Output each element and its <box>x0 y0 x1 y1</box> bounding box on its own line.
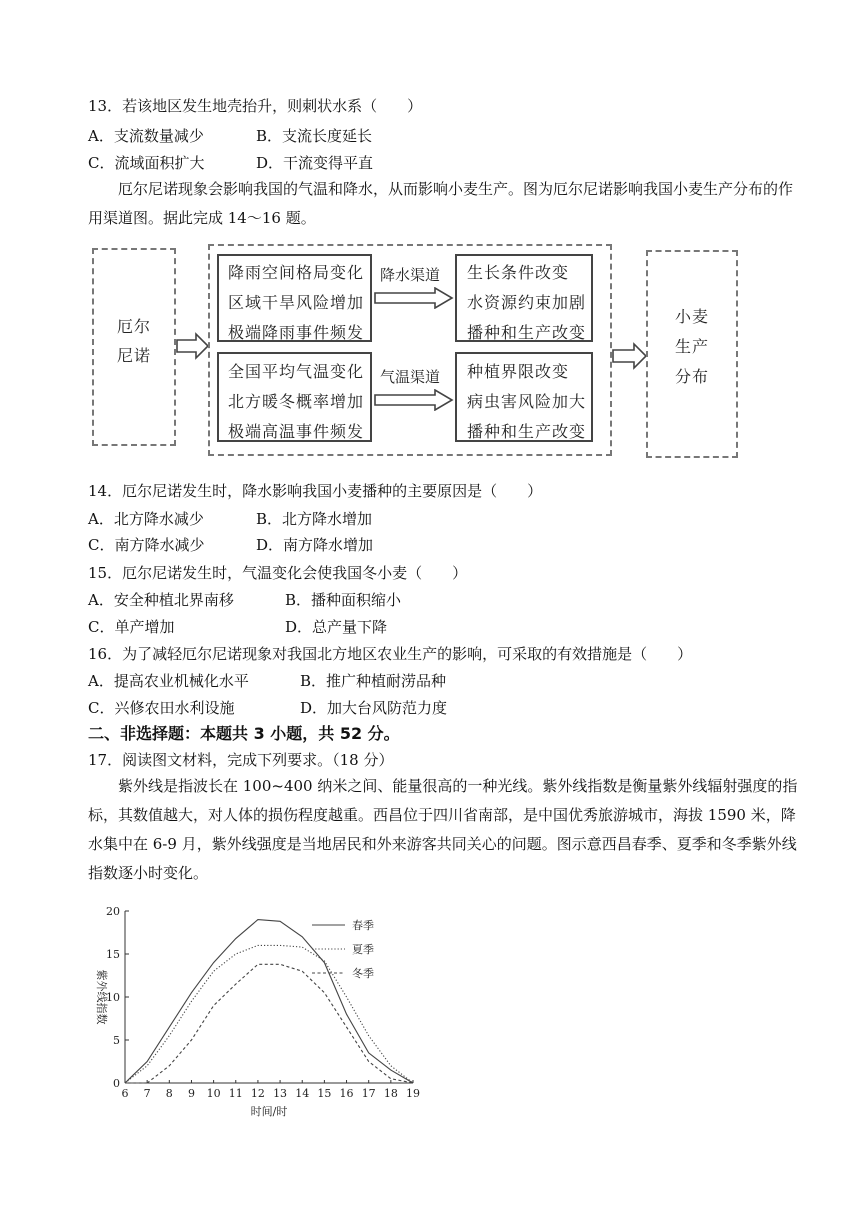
x-tick-label: 12 <box>250 1087 265 1100</box>
q17-stem: 17．阅读图文材料，完成下列要求。（18 分） <box>88 751 394 769</box>
section-heading: 二、非选择题：本题共 3 小题，共 52 分。 <box>88 724 400 743</box>
q16-option-b: B．推广种植耐涝品种 <box>300 672 447 690</box>
el-nino-box <box>92 248 176 446</box>
arrow-to-wheat-icon <box>612 342 648 370</box>
precip-channel-label: 降水渠道 <box>380 266 441 284</box>
q15-option-d: D．总产量下降 <box>285 618 388 636</box>
q13-option-b: B．支流长度延长 <box>256 127 373 145</box>
y-axis-label: 紫外线指数 <box>95 969 108 1025</box>
x-tick-label: 19 <box>406 1087 420 1100</box>
precip-causes-box <box>217 254 372 342</box>
precip-cause-3: 极端降雨事件频发 <box>228 323 365 342</box>
temp-arrow-icon <box>373 389 455 411</box>
precip-cause-2: 区域干旱风险增加 <box>228 293 365 312</box>
legend-label-1: 春季 <box>352 919 374 932</box>
q14-option-b: B．北方降水增加 <box>256 510 373 528</box>
q14-option-c: C．南方降水减少 <box>88 536 205 554</box>
precip-arrow-icon <box>373 287 455 309</box>
series-line-3 <box>125 964 413 1083</box>
el-nino-label-1: 厄尔 <box>116 317 151 336</box>
temp-cause-2: 北方暖冬概率增加 <box>228 392 365 411</box>
x-tick-label: 15 <box>317 1087 332 1100</box>
q15-stem: 15．厄尔尼诺发生时，气温变化会使我国冬小麦（ ） <box>88 564 468 582</box>
q14-option-d: D．南方降水增加 <box>256 536 374 554</box>
q15-option-a: A．安全种植北界南移 <box>88 591 234 609</box>
x-tick-label: 10 <box>206 1087 221 1100</box>
q13-stem: 13．若该地区发生地壳抬升，则刺状水系（ ） <box>88 97 423 115</box>
wheat-label-1: 小麦 <box>674 307 709 326</box>
y-tick-label: 20 <box>106 905 120 918</box>
x-tick-label: 14 <box>295 1087 310 1100</box>
q14-option-a: A．北方降水减少 <box>88 510 204 528</box>
x-axis-label: 时间/时 <box>250 1105 288 1118</box>
precip-effects-box <box>455 254 593 342</box>
temp-effects-box <box>455 352 593 442</box>
q16-option-d: D．加大台风防范力度 <box>300 699 448 717</box>
x-tick-label: 6 <box>121 1087 129 1100</box>
y-tick-label: 10 <box>106 991 120 1004</box>
wheat-box <box>646 250 738 458</box>
legend-label-2: 夏季 <box>352 943 374 956</box>
q16-option-a: A．提高农业机械化水平 <box>88 672 249 690</box>
x-tick-label: 7 <box>143 1087 151 1100</box>
legend-label-3: 冬季 <box>352 967 374 980</box>
temp-causes-box <box>217 352 372 442</box>
temp-channel-label: 气温渠道 <box>380 368 441 386</box>
temp-effect-1: 种植界限改变 <box>467 362 570 381</box>
y-tick-label: 5 <box>113 1034 120 1047</box>
q16-stem: 16．为了减轻厄尔尼诺现象对我国北方地区农业生产的影响，可采取的有效措施是（ ） <box>88 645 693 663</box>
x-tick-label: 9 <box>187 1087 195 1100</box>
q13-option-c: C．流域面积扩大 <box>88 154 205 172</box>
y-tick-label: 15 <box>106 948 120 961</box>
temp-effect-3: 播种和生产改变 <box>467 422 587 441</box>
q13-option-a: A．支流数量减少 <box>88 127 204 145</box>
q16-option-c: C．兴修农田水利设施 <box>88 699 235 717</box>
precip-effect-3: 播种和生产改变 <box>467 323 587 342</box>
x-tick-label: 16 <box>339 1087 354 1100</box>
arrow-to-channels-icon <box>176 332 210 360</box>
q13-option-d: D．干流变得平直 <box>256 154 374 172</box>
q15-option-b: B．播种面积缩小 <box>285 591 402 609</box>
q14-stem: 14．厄尔尼诺发生时，降水影响我国小麦播种的主要原因是（ ） <box>88 482 543 500</box>
precip-effect-2: 水资源约束加剧 <box>467 293 587 312</box>
precip-cause-1: 降雨空间格局变化 <box>228 263 365 282</box>
x-tick-label: 18 <box>383 1087 398 1100</box>
el-nino-label-2: 尼诺 <box>116 346 151 365</box>
x-tick-label: 11 <box>228 1087 243 1100</box>
temp-cause-3: 极端高温事件频发 <box>228 422 365 441</box>
x-tick-label: 8 <box>165 1087 173 1100</box>
intro-paragraph: 厄尔尼诺现象会影响我国的气温和降水，从而影响小麦生产。图为厄尔尼诺影响我国小麦生产分布的作用渠道图。据此完成 14～16 题。 <box>88 180 794 227</box>
wheat-label-3: 分布 <box>674 367 709 386</box>
x-tick-label: 13 <box>273 1087 288 1100</box>
y-tick-label: 0 <box>113 1077 120 1090</box>
precip-effect-1: 生长条件改变 <box>467 263 570 282</box>
temp-cause-1: 全国平均气温变化 <box>228 362 365 381</box>
q15-option-c: C．单产增加 <box>88 618 175 636</box>
q17-material: 紫外线是指波长在 100~400 纳米之间、能量很高的一种光线。紫外线指数是衡量紫外线辐射强度的指标，其数值越大，对人体的损伤程度越重。西昌位于四川省南部，是中国优秀旅游城市，海拔 1590 米，降水集中在 6-9 月，紫外线强度是当地居民和外来游客共同关心的问题。图示意西昌春季、夏季和冬季紫外线指数逐小时变化。 <box>88 777 798 882</box>
temp-effect-2: 病虫害风险加大 <box>467 392 587 411</box>
uv-index-chart <box>80 895 440 1130</box>
wheat-label-2: 生产 <box>674 337 709 356</box>
x-tick-label: 17 <box>361 1087 376 1100</box>
